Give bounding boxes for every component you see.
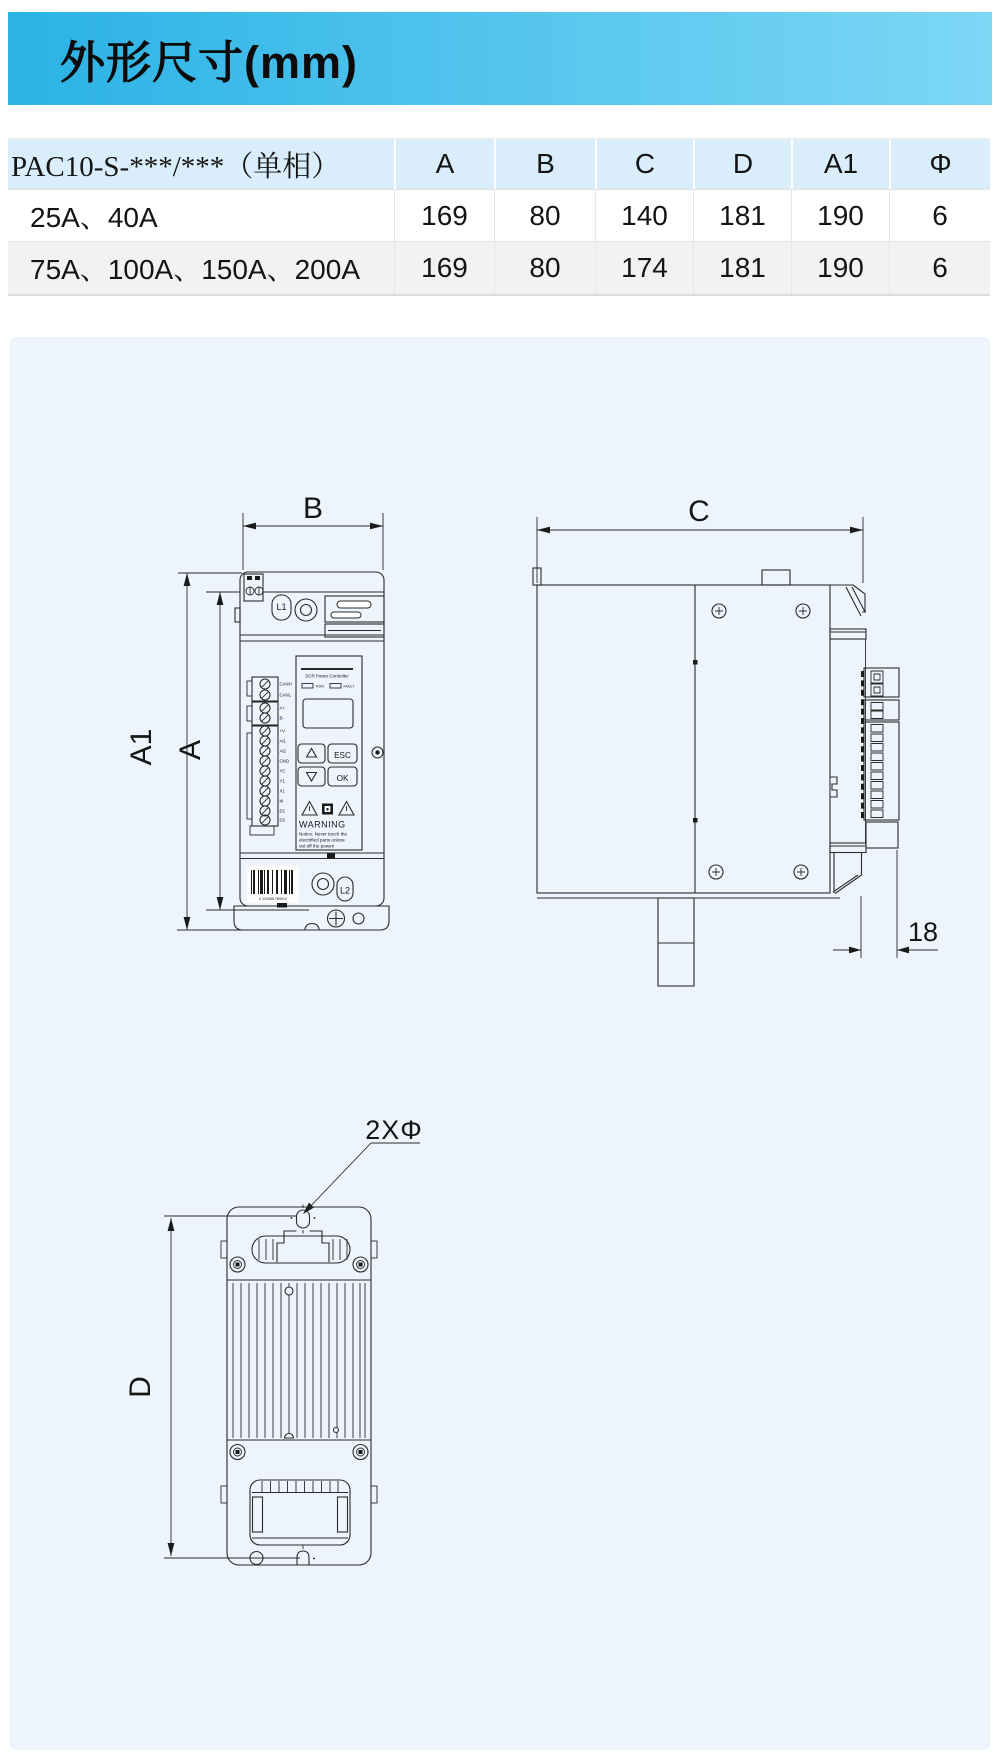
dim-2xphi-label: 2XΦ: [365, 1115, 423, 1145]
dim-18-label: 18: [907, 917, 939, 947]
col-phi: Φ: [889, 139, 990, 189]
page-title: 外形尺寸(mm): [60, 37, 358, 88]
rear-view: [124, 1115, 423, 1566]
terminal-label: CANL: [279, 692, 291, 698]
esc-button-label: ESC: [334, 750, 351, 760]
cell-b: 80: [494, 189, 595, 241]
cell-a1: 190: [791, 189, 889, 241]
warning-text: Notice: Never touch the: [299, 831, 348, 837]
terminal-label: Y1: [279, 778, 285, 784]
terminal-label: AI1: [279, 738, 286, 744]
dim-b: [243, 492, 383, 570]
plate-notch: [305, 924, 319, 930]
up-arrow-icon: [307, 749, 317, 758]
cell-model: 25A、40A: [8, 189, 394, 241]
col-a: A: [394, 139, 494, 189]
col-d: D: [693, 139, 791, 189]
dim-18: [833, 850, 938, 958]
front-bezel-profile: [830, 585, 866, 894]
led-fault-label: FAULT: [343, 684, 355, 689]
top-vent-box: [325, 596, 384, 637]
dim-d-label: D: [124, 1376, 157, 1398]
side-clip: [235, 608, 240, 622]
cell-b: 80: [494, 241, 595, 294]
control-panel: [296, 656, 362, 850]
terminal-label: A+: [279, 705, 285, 711]
cell-a1: 190: [791, 241, 889, 294]
terminal-label: B-: [279, 715, 284, 721]
din-clip: [658, 898, 694, 986]
warning-text: electrified parts unless: [299, 837, 345, 843]
terminal-label: +V: [279, 728, 285, 734]
plate-screw-icon: [328, 910, 345, 927]
col-model: PAC10-S-***/***（单相）: [8, 139, 394, 189]
cell-c: 174: [595, 241, 693, 294]
dim-d: [124, 1216, 300, 1558]
terminal-strip: [247, 677, 292, 835]
bottom-keyhole-slot: [297, 1546, 315, 1566]
l1-terminal: [272, 595, 291, 620]
heatsink-fins: [233, 1283, 365, 1438]
dim-a: [174, 592, 309, 910]
dimensions-table: [8, 138, 990, 296]
dim-c: [537, 495, 863, 583]
cell-phi: 6: [889, 241, 990, 294]
bottom-screw-icon: [312, 873, 334, 895]
terminal-label: M: [279, 798, 284, 804]
plate-hole: [353, 913, 364, 924]
cell-a: 169: [394, 241, 494, 294]
cell-d: 181: [693, 189, 791, 241]
terminal-label: AI2: [279, 748, 286, 754]
dim-a-label: A: [174, 739, 207, 761]
up-button: [298, 744, 325, 763]
down-button: [298, 767, 325, 786]
top-terminal-tab: [244, 574, 263, 601]
dim-c-label: C: [688, 495, 710, 528]
table-row: [8, 189, 990, 241]
front-view: [125, 492, 389, 930]
hole-callout: [303, 1115, 423, 1214]
lcd-display: [303, 699, 353, 728]
dim-b-label: B: [302, 492, 324, 525]
table-header-row: [8, 139, 990, 189]
bottom-window: [250, 1480, 350, 1545]
dim-a1-label: A1: [125, 728, 158, 766]
barcode: [247, 866, 299, 903]
ok-button-label: OK: [336, 773, 349, 783]
table-row: [8, 241, 990, 294]
col-c: C: [595, 139, 693, 189]
side-body-outline: [537, 585, 830, 893]
warning-title: WARNING: [299, 819, 346, 830]
l2-label: L2: [339, 885, 351, 896]
col-b: B: [494, 139, 595, 189]
mount-screw-icon: [230, 1257, 368, 1460]
screw-icon: [709, 604, 810, 879]
cell-phi: 6: [889, 189, 990, 241]
terminal-label: X1: [279, 788, 285, 794]
down-arrow-icon: [307, 773, 317, 782]
terminal-label: GND: [279, 758, 290, 764]
l1-label: L1: [276, 602, 287, 612]
terminal-label: CANH: [279, 681, 292, 687]
barcode-digits: 0 123456 789012: [259, 897, 287, 901]
led-run-label: RUN: [316, 684, 324, 689]
cell-c: 140: [595, 189, 693, 241]
cell-d: 181: [693, 241, 791, 294]
panel-title: SCR Power Controller: [305, 673, 349, 679]
terminal-label: YC: [279, 768, 286, 774]
top-screw-icon: [295, 599, 317, 621]
page-header: [8, 12, 992, 105]
terminal-label: D2: [279, 817, 285, 823]
warning-text: out off the power!: [299, 843, 335, 849]
col-a1: A1: [791, 139, 889, 189]
l2-terminal: [337, 877, 353, 901]
cell-model: 75A、100A、150A、200A: [8, 241, 394, 294]
side-terminal-blocks: [863, 668, 900, 848]
dimension-drawings: [10, 337, 990, 1750]
cell-a: 169: [394, 189, 494, 241]
terminal-label: D1: [279, 808, 285, 814]
top-keyhole-slot: [252, 1205, 350, 1264]
side-view: [533, 495, 938, 986]
